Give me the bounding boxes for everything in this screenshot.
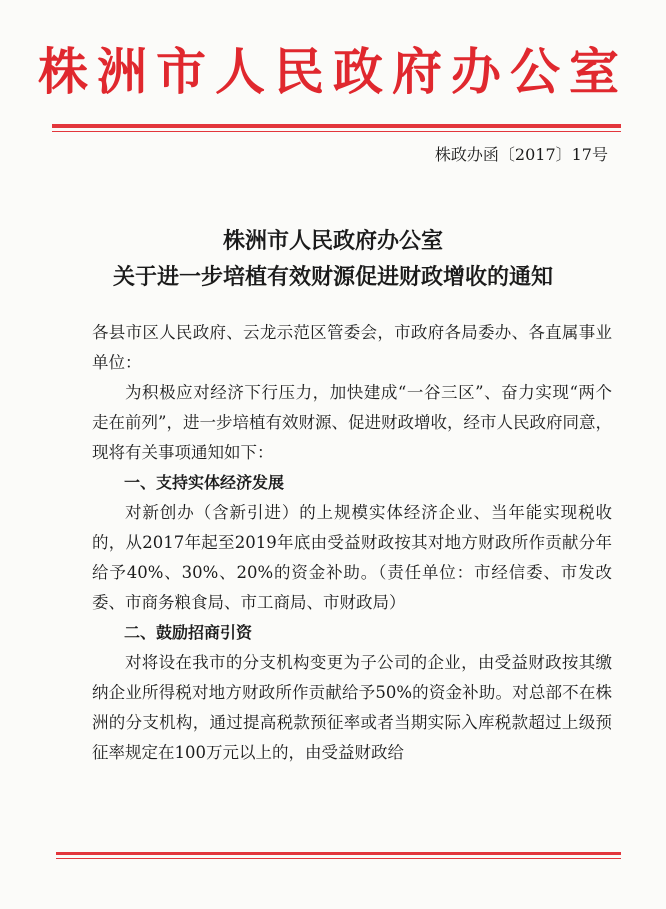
- footer-red-rule: [56, 852, 621, 855]
- section-2-text: 对将设在我市的分支机构变更为子公司的企业，由受益财政按其缴纳企业所得税对地方财政所作贡献给予50%的资金补助。对总部不在株洲的分支机构，通过提高税款预征率或者当期实际入库税款超过上级预征率规定在100万元以上的，由受益财政给: [92, 653, 612, 762]
- title-line-1: 株洲市人民政府办公室: [222, 229, 443, 254]
- agency-header-title: 株洲市人民政府办公室: [38, 42, 628, 101]
- document-body: [92, 318, 612, 768]
- header-red-rule: [52, 124, 621, 128]
- addressee-paragraph: 各县市区人民政府、云龙示范区管委会，市政府各局委办、各直属事业单位：: [92, 323, 612, 372]
- title-line-2: 关于进一步培植有效财源促进财政增收的通知: [112, 265, 553, 290]
- section-1-heading: 一、支持实体经济发展: [124, 473, 285, 492]
- header-red-rule-thin: [52, 131, 621, 132]
- intro-paragraph: 为积极应对经济下行压力，加快建成“一谷三区”、奋力实现“两个走在前列”，进一步培植有效财源、促进财政增收，经市人民政府同意，现将有关事项通知如下：: [92, 383, 612, 462]
- document-number: 株政办函〔2017〕17号: [434, 145, 608, 164]
- footer-red-rule-thin: [56, 858, 621, 859]
- section-2-heading: 二、鼓励招商引资: [124, 623, 253, 642]
- document-title: [0, 224, 666, 296]
- section-1-text: 对新创办（含新引进）的上规模实体经济企业、当年能实现税收的，从2017年起至2019年底由受益财政按其对地方财政所作贡献分年给予40%、30%、20%的资金补助。（责任单位：市经信委、市发改委、市商务粮食局、市工商局、市财政局）: [92, 503, 612, 612]
